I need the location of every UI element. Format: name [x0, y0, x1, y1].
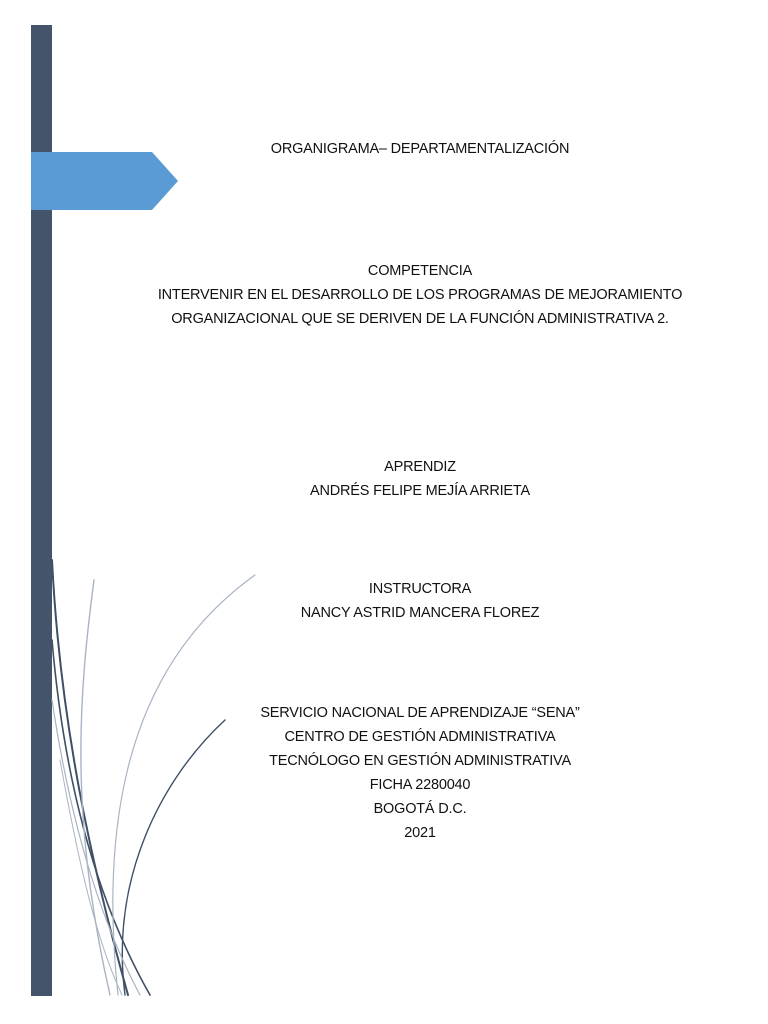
document-title-block	[120, 137, 720, 161]
competencia-block	[120, 259, 720, 331]
ficha-number: FICHA 2280040	[369, 777, 471, 793]
year: 2021	[404, 825, 436, 841]
competencia-line-1: INTERVENIR EN EL DESARROLLO DE LOS PROGRAMAS DE MEJORAMIENTO	[157, 287, 683, 303]
aprendiz-block	[120, 455, 720, 503]
swoosh-line	[81, 580, 110, 995]
institution-name: SERVICIO NACIONAL DE APRENDIZAJE “SENA”	[260, 705, 580, 721]
instructora-block	[120, 577, 720, 625]
institution-block	[120, 701, 720, 845]
center-name: CENTRO DE GESTIÓN ADMINISTRATIVA	[284, 729, 556, 745]
program-name: TECNÓLOGO EN GESTIÓN ADMINISTRATIVA	[269, 753, 571, 769]
aprendiz-heading: APRENDIZ	[384, 459, 456, 475]
competencia-heading: COMPETENCIA	[367, 263, 473, 279]
instructora-heading: INSTRUCTORA	[368, 581, 472, 597]
document-title: ORGANIGRAMA– DEPARTAMENTALIZACIÓN	[270, 141, 570, 157]
swoosh-line	[52, 560, 128, 995]
aprendiz-name: ANDRÉS FELIPE MEJÍA ARRIETA	[310, 483, 530, 499]
competencia-line-2: ORGANIZACIONAL QUE SE DERIVEN DE LA FUNCIÓN ADMINISTRATIVA 2.	[171, 311, 669, 327]
instructora-name: NANCY ASTRID MANCERA FLOREZ	[300, 605, 540, 621]
city: BOGOTÁ D.C.	[373, 801, 467, 817]
swoosh-line	[60, 760, 122, 995]
